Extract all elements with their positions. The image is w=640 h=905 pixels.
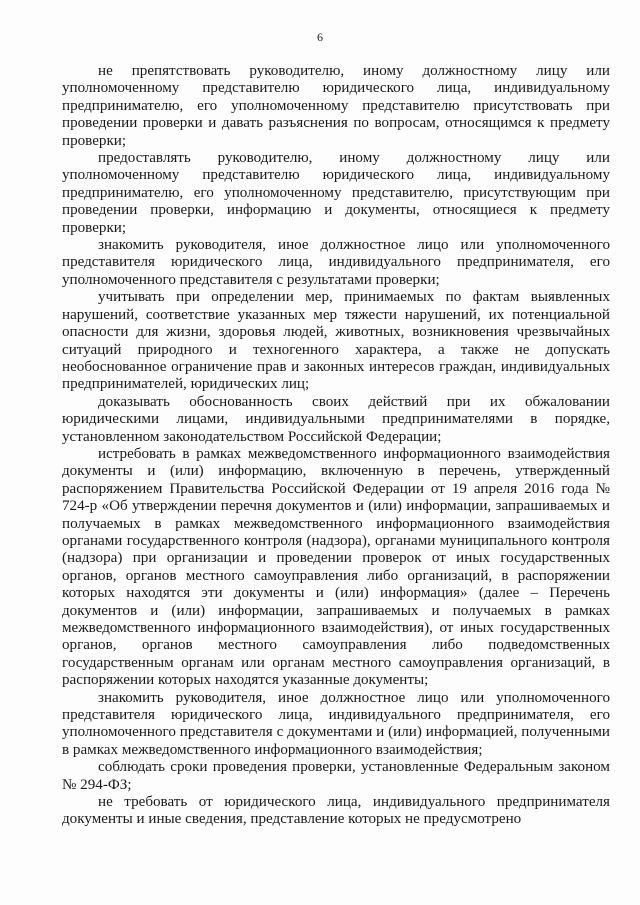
document-body [62,63,610,829]
page-number: 6 [317,30,323,44]
paragraph-observe-deadlines: соблюдать сроки проведения проверки, установленные Федеральным законом № 294-ФЗ; [62,759,610,793]
paragraph-provide-information: предоставлять руководителю, иному должностному лицу или уполномоченному представителю юридического лица, индивидуальному предпринимателю, его уполномоченному представителю, присутствующим при проведении проверки, информацию и документы, относящиеся к предмету проверки; [62,150,610,236]
paragraph-prove-validity: доказывать обоснованность своих действий при их обжаловании юридическими лицами, индивидуальными предпринимателями в порядке, установленном законодательством Российской Федерации; [62,393,610,445]
paragraph-not-require: не требовать от юридического лица, индивидуального предпринимателя документы и иные сведения, представление которых не предусмотрено [62,794,610,828]
paragraph-consider-measures: учитывать при определении мер, принимаемых по фактам выявленных нарушений, соответствие указанных мер тяжести нарушений, их потенциальной опасности для жизни, здоровья людей, животных, возникновения чрезвычайных ситуаций природного и техногенного характера, а также не допускать необоснованное ограничение прав и законных интересов граждан, индивидуальных предпринимателей, юридических лиц; [62,289,610,393]
paragraph-acquaint-results: знакомить руководителя, иное должностное лицо или уполномоченного представителя юридического лица, индивидуального предпринимателя, его уполномоченного представителя с результатами проверки; [62,237,610,288]
paragraph-acquaint-documents: знакомить руководителя, иное должностное лицо или уполномоченного представителя юридического лица, индивидуального предпринимателя, его уполномоченного представителя с документами и (или) информацией, полученными в рамках межведомственного информационного взаимодействия; [62,689,610,758]
paragraph-request-documents: истребовать в рамках межведомственного информационного взаимодействия документы и (или) информацию, включенную в перечень, утвержденный распоряжением Правительства Российской Федерации от 19 апреля 2016 года № 724-р «Об утверждении перечня документов и (или) информации, запрашиваемых и получаемых в рамках межведомственного информационного взаимодействия органами государственного контроля (надзора), органами муниципального контроля (надзора) при организации и проведении проверок от иных государственных органов, органов местного самоуправления либо организаций, в распоряжении которых находятся эти документы и (или) информация» (далее – Перечень документов и (или) информации, запрашиваемых и получаемых в рамках межведомственного информационного взаимодействия), от иных государственных органов, органов местного самоуправления либо подведомственных государственным органам или органам местного самоуправления организаций, в распоряжении которых находятся указанные документы; [62,445,610,689]
paragraph-not-obstruct: не препятствовать руководителю, иному должностному лицу или уполномоченному представителю юридического лица, индивидуальному предпринимателю, его уполномоченному представителю присутствовать при проведении проверки и давать разъяснения по вопросам, относящимся к предмету проверки; [62,63,610,149]
